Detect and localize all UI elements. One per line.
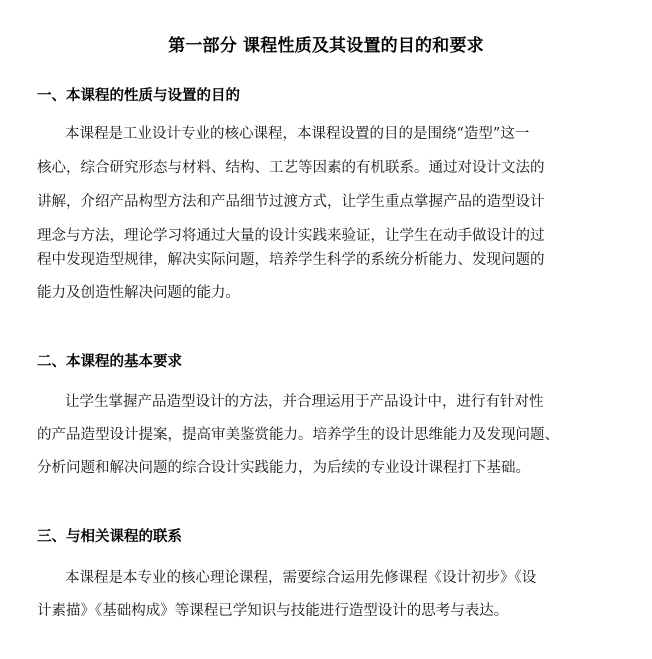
paragraph-line: 分析问题和解决问题的综合设计实践能力，为后续的专业设计课程打下基础。 [37,460,530,476]
paragraph-line: 讲解，介绍产品构型方法和产品细节过渡方式，让学生重点掌握产品的造型设计 [37,194,545,210]
paragraph-line: 本课程是工业设计专业的核心课程，本课程设置的目的是围绕“造型”这一 [65,126,530,142]
paragraph-line: 让学生掌握产品造型设计的方法，并合理运用于产品设计中，进行有针对性 [65,394,544,410]
paragraph-line: 的产品造型设计提案，提高审美鉴赏能力。培养学生的设计思维能力及发现问题、 [37,427,559,443]
paragraph-line: 理念与方法，理论学习将通过大量的设计实践来验证，让学生在动手做设计的过 [37,228,545,244]
section-heading-nature-purpose: 一、本课程的性质与设置的目的 [37,88,240,104]
section-heading-related-courses: 三、与相关课程的联系 [37,529,182,545]
paragraph-line: 核心，综合研究形态与材料、结构、工艺等因素的有机联系。通过对设计文法的 [37,160,545,176]
section-heading-basic-requirements: 二、本课程的基本要求 [37,354,182,370]
paragraph-line: 计素描》《基础构成》等课程已学知识与技能进行造型设计的思考与表达。 [37,603,509,619]
paragraph-line: 程中发现造型规律，解决实际问题，培养学生科学的系统分析能力、发现问题的 [37,252,545,268]
paragraph-line: 能力及创造性解决问题的能力。 [37,285,240,301]
page-title: 第一部分 课程性质及其设置的目的和要求 [168,36,484,56]
paragraph-line: 本课程是本专业的核心理论课程，需要综合运用先修课程《设计初步》《设 [65,570,537,586]
